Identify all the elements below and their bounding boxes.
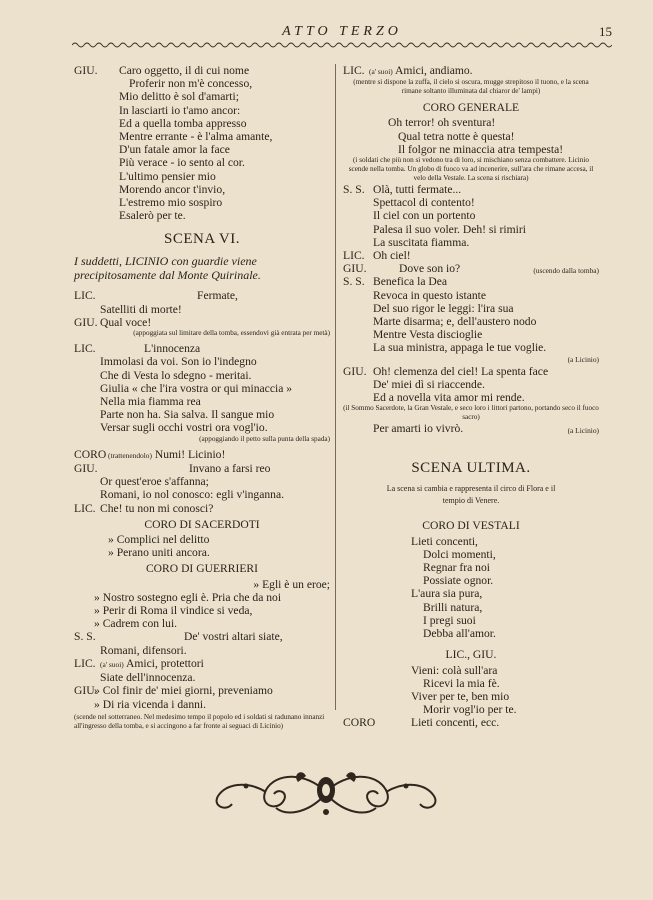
verse-line: L'aura sia pura, [411, 587, 483, 601]
chorus-heading: CORO DI GUERRIERI [145, 562, 259, 576]
verse-line: Olà, tutti fermate... [373, 183, 462, 197]
verse-line: Proferir non m'è concesso, [129, 77, 253, 91]
speaker-label: LIC. [343, 64, 365, 77]
verse-line: L'ultimo pensier mio [119, 169, 216, 183]
verse-line: Palesa il suo voler. Deh! si rimiri [373, 222, 526, 236]
speaker-label: LIC. [343, 249, 365, 263]
verse-line: Romani, difensori. [100, 643, 187, 657]
speaker-label: GIU. [343, 262, 367, 276]
verse-line: Del suo rigor le leggi: l'ira sua [373, 301, 514, 315]
ornament-center-eye [322, 784, 330, 796]
verse-line: Qual voce! [100, 315, 152, 329]
speaker-label: GIU. [74, 462, 98, 476]
verse-line: Benefica la Dea [373, 275, 448, 289]
ornament-dot [244, 784, 249, 789]
verse-line: Ed a quella tomba appresso [119, 116, 247, 130]
verse-line: Lieti concenti, ecc. [411, 716, 500, 730]
verse-line: Nella mia fiamma rea [100, 395, 201, 409]
verse-line: Numi! Licinio! [154, 447, 226, 461]
stage-direction: (a' suoi) [369, 67, 393, 76]
page-number: 15 [599, 24, 612, 39]
verse-line: Vieni: colà sull'ara [411, 663, 498, 677]
scene-description: La scena si cambia e rappresenta il circo di Flora e il tempio di Venere. [386, 484, 556, 506]
verse-line: Ricevi la mia fè. [423, 676, 500, 690]
verse-line: Dove son io? [399, 262, 461, 276]
page-header [72, 24, 612, 48]
speaker-label: GIU. [74, 64, 98, 77]
speaker-label: S. S. [343, 183, 365, 197]
verse-line: Or quest'eroe s'affanna; [100, 475, 209, 489]
verse-line: Parte non ha. Sia salva. Il sangue mio [100, 408, 275, 422]
verse-line: » Cadrem con lui. [94, 617, 178, 631]
verse-line: Mentre errante - è l'alma amante, [119, 130, 273, 144]
speech-coro-1 [74, 448, 330, 462]
stage-direction: (appoggiata sul limitare della tomba, essendovi già entrata per metà) [133, 329, 330, 338]
verse-line: Oh! clemenza del ciel! La spenta face [373, 364, 549, 378]
verse-line: Oh ciel! [373, 249, 411, 263]
speech-licinio-4 [74, 657, 330, 671]
wavy-rule-line [72, 43, 612, 47]
verse-line: Esalerò per te. [119, 209, 186, 223]
verse-line: » Perir di Roma il vindice si veda, [94, 604, 253, 618]
verse-line: Marte disarma; e, dell'austero nodo [373, 315, 537, 329]
speech-giulia-1 [74, 64, 330, 77]
wavy-rule [72, 41, 612, 49]
verse-line: Che! tu non mi conosci? [100, 501, 214, 515]
ornament-tendril-right [386, 785, 435, 808]
speech-licinio-3 [74, 502, 330, 515]
verse-line: Mentre Vesta discioglie [373, 328, 483, 342]
speech-coro-2 [343, 716, 599, 729]
verse-line: Possiate ognor. [423, 574, 494, 588]
scene-title: SCENA ULTIMA. [411, 460, 531, 477]
verse-line: Invano a farsi reo [189, 462, 271, 476]
verse-line: Viver per te, ben mio [411, 689, 510, 703]
column-divider [335, 64, 336, 710]
chorus-heading: CORO DI VESTALI [422, 519, 520, 533]
stage-direction: (a' suoi) [100, 659, 124, 669]
verse-line: La suscitata fiamma. [373, 235, 470, 249]
speaker-label: LIC. [74, 342, 96, 356]
stage-direction: (uscendo dalla tomba) [533, 266, 599, 276]
stage-direction: (mentre si dispone la zuffa, il cielo si oscura, mugge strepitoso il tuono, e la scena rimane soltanto illuminata dal chiaror de' lampi) [353, 78, 589, 96]
verse-line: De' vostri altari siate, [184, 630, 283, 644]
chorus-heading: CORO DI SACERDOTI [144, 517, 260, 531]
stage-direction: (il Sommo Sacerdote, la Gran Vestale, e seco loro i littori partono, portando seco il fuoco sacro) [343, 404, 599, 422]
verse-line: Giulia « che l'ira vostra or qui minaccia » [100, 381, 293, 395]
speaker-label: CORO [74, 447, 107, 461]
speech-sommo-sacerdote-1 [74, 630, 330, 643]
speaker-label: LIC. [74, 289, 96, 303]
verse-line: La sua ministra, appaga le tue voglie. [373, 341, 547, 355]
verse-line: Per amarti io vivrò. [373, 422, 464, 436]
verse-line: Più verace - io sento al cor. [119, 156, 245, 170]
left-column [74, 64, 330, 731]
speaker-label: S. S. [74, 630, 96, 644]
verse-line: Mio delitto è sol d'amarti; [119, 90, 239, 104]
speaker-label: S. S. [343, 275, 365, 289]
verse-line: » Col finir de' miei giorni, preveniamo [94, 684, 273, 698]
speech-sommo-sacerdote-2 [343, 183, 599, 196]
speech-licinio-6 [343, 249, 599, 262]
scene-description: I suddetti, LICINIO con guardie viene precipitosamente dal Monte Quirinale. [74, 254, 261, 283]
verse-line: » Nostro sostegno egli è. Pria che da noi [94, 590, 282, 604]
chorus-heading: CORO GENERALE [422, 101, 520, 115]
right-column [343, 64, 599, 730]
ornament-tendril-left [217, 785, 266, 808]
speaker-label: LIC. [74, 501, 96, 515]
verse-line: Fermate, [197, 289, 238, 303]
verse-line: In lasciarti io t'amo ancor: [119, 103, 241, 117]
speech-giulia-5 [343, 262, 599, 275]
speaker-label: CORO [343, 716, 376, 730]
speech-giulia-4 [74, 684, 330, 697]
duet-heading: LIC., GIU. [445, 648, 497, 662]
verse-line: » Complici nel delitto [108, 533, 210, 547]
verse-line: Morendo ancor t'invio, [119, 182, 226, 196]
speech-giulia-3 [74, 462, 330, 475]
stage-direction: (scende nel sotterraneo. Nel medesimo tempo il popolo ed i soldati si radunano innanzi all'ingresso della tomba, e si accingono a far fronte ai seguaci di Licinio) [74, 712, 325, 730]
speech-giulia-6 [343, 365, 599, 378]
verse-line: D'un fatale amor la face [119, 143, 230, 157]
speech-licinio-5 [343, 64, 599, 78]
speaker-label: GIU. [74, 684, 98, 698]
verse-line: Il folgor ne minaccia atra tempesta! [398, 142, 564, 156]
verse-line: » Di ria vicenda i danni. [94, 697, 207, 711]
ornament-dot [323, 809, 329, 815]
ornament-dot [404, 784, 409, 789]
ornament-lower-right [328, 796, 376, 812]
speech-licinio-2 [74, 342, 330, 355]
verse-line: De' miei dì si riaccende. [373, 377, 485, 391]
stage-direction: (a Licinio) [567, 354, 599, 364]
verse-line: » Egli è un eroe; [253, 577, 330, 591]
verse-line: Romani, io nol conosco: egli v'inganna. [100, 488, 285, 502]
verse-line: Brilli natura, [423, 600, 483, 614]
verse-line: Oh terror! oh sventura! [388, 116, 496, 130]
running-title: ATTO TERZO [282, 24, 402, 39]
speaker-label: LIC. [74, 656, 96, 670]
verse-line: Immolasi da voi. Son io l'indegno [100, 355, 257, 369]
verse-line: Dolci momenti, [423, 547, 496, 561]
speech-sommo-sacerdote-3 [343, 275, 599, 288]
verse-line: Lieti concenti, [411, 534, 478, 548]
verse-line: Caro oggetto, il di cui nome [119, 64, 250, 77]
verse-line: Revoca in questo istante [373, 288, 487, 302]
verse-line: L'innocenza [144, 342, 201, 356]
speech-licinio-1 [74, 289, 330, 302]
verse-line: Siate dell'innocenza. [100, 671, 196, 685]
speaker-label: GIU. [74, 315, 98, 329]
verse-line: Morir vogl'io per te. [423, 703, 517, 717]
ornament-leaf-left [296, 772, 306, 782]
verse-line: Amici, andiamo. [394, 64, 473, 77]
verse-line: Versar sugli occhi vostri ora vogl'io. [100, 421, 268, 435]
speech-giulia-2 [74, 316, 330, 329]
verse-line: Il ciel con un portento [373, 209, 476, 223]
verse-line: Regnar fra noi [423, 561, 490, 575]
verse-line: Debba all'amor. [423, 627, 496, 641]
scene-title: SCENA VI. [164, 231, 240, 248]
verse-line: Satelliti di morte! [100, 302, 182, 316]
speaker-label: GIU. [343, 364, 367, 378]
ornament-lower-left [276, 796, 324, 812]
verse-line: L'estremo mio sospiro [119, 196, 223, 210]
stage-direction: (appoggiando il petto sulla punta della spada) [199, 434, 330, 443]
stage-direction: (trattenendolo) [108, 450, 152, 460]
verse-line: Ed a novella vita amor mi rende. [373, 391, 525, 405]
verse-line: » Perano uniti ancora. [108, 546, 210, 560]
speech-giulia-6-last [343, 422, 599, 435]
verse-line: I pregi suoi [423, 613, 476, 627]
stage-direction: (i soldati che più non si vedono tra di loro, si mischiano senza combattere. Licinio scende nella tomba. Un globo di fuoco va ad incenerire, sull'ara che rimane accesa, il velo della Vestale. La scena si rischiara) [348, 156, 594, 183]
ornament-vignette [206, 762, 446, 822]
verse-line: Qual tetra notte è questa! [398, 129, 515, 143]
verse-line: Che di Vesta lo sdegno - meritai. [100, 368, 252, 382]
stage-direction: (a Licinio) [567, 426, 599, 436]
verse-line: Amici, protettori [125, 656, 204, 670]
ornament-leaf-right [346, 772, 356, 782]
verse-line: Spettacol di contento! [373, 196, 475, 210]
